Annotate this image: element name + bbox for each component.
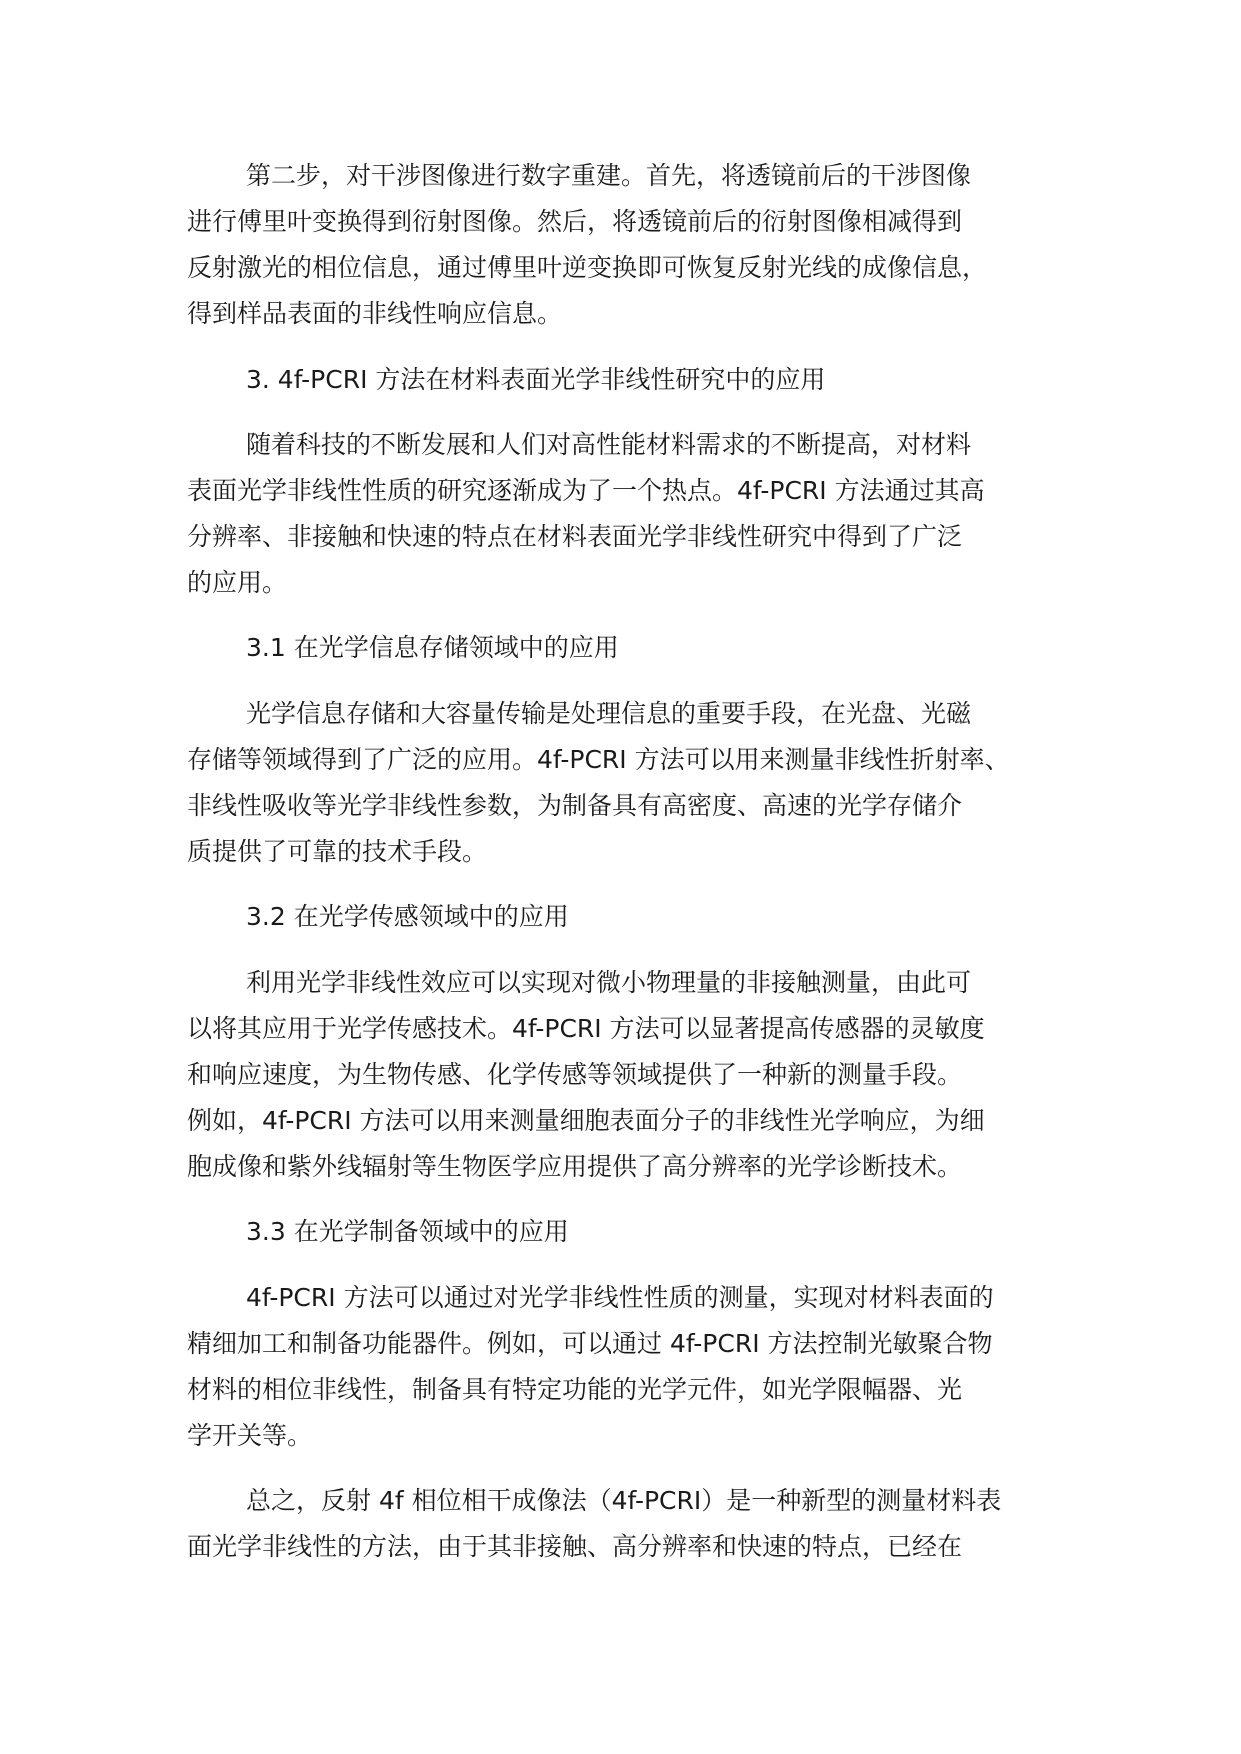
- paragraph-3-2-line-4: 例如，4f-PCRI 方法可以用来测量细胞表面分子的非线性光学响应，为细: [187, 1106, 985, 1135]
- paragraph-3-3-line-3: 材料的相位非线性，制备具有特定功能的光学元件，如光学限幅器、光: [187, 1375, 963, 1404]
- section-3-heading: 3. 4f-PCRI 方法在材料表面光学非线性研究中的应用: [246, 365, 826, 394]
- paragraph-3-2-line-3: 和响应速度，为生物传感、化学传感等领域提供了一种新的测量手段。: [187, 1060, 963, 1089]
- paragraph-3-3-line-1: 4f-PCRI 方法可以通过对光学非线性性质的测量，实现对材料表面的: [246, 1283, 994, 1312]
- paragraph-intro-line-4: 的应用。: [187, 568, 288, 597]
- section-3-3-heading: 3.3 在光学制备领域中的应用: [246, 1217, 569, 1246]
- paragraph-3-3-line-4: 学开关等。: [187, 1421, 313, 1450]
- paragraph-3-2-line-2: 以将其应用于光学传感技术。4f-PCRI 方法可以显著提高传感器的灵敏度: [187, 1014, 985, 1043]
- paragraph-3-3-line-2: 精细加工和制备功能器件。例如，可以通过 4f-PCRI 方法控制光敏聚合物: [187, 1329, 993, 1358]
- paragraph-3-1-line-3: 非线性吸收等光学非线性参数，为制备具有高密度、高速的光学存储介: [187, 791, 963, 820]
- paragraph-3-1-line-4: 质提供了可靠的技术手段。: [187, 837, 488, 866]
- paragraph-step2-line-3: 反射激光的相位信息，通过傅里叶逆变换即可恢复反射光线的成像信息，: [187, 253, 988, 282]
- paragraph-3-2-line-5: 胞成像和紫外线辐射等生物医学应用提供了高分辨率的光学诊断技术。: [187, 1152, 963, 1181]
- paragraph-step2-line-1: 第二步，对干涉图像进行数字重建。首先，将透镜前后的干涉图像: [246, 161, 972, 190]
- paragraph-intro-line-1: 随着科技的不断发展和人们对高性能材料需求的不断提高，对材料: [246, 430, 972, 459]
- paragraph-3-2-line-1: 利用光学非线性效应可以实现对微小物理量的非接触测量，由此可: [246, 968, 972, 997]
- paragraph-intro-line-2: 表面光学非线性性质的研究逐渐成为了一个热点。4f-PCRI 方法通过其高: [187, 476, 985, 505]
- paragraph-intro-line-3: 分辨率、非接触和快速的特点在材料表面光学非线性研究中得到了广泛: [187, 522, 963, 551]
- paragraph-3-1-line-2: 存储等领域得到了广泛的应用。4f-PCRI 方法可以用来测量非线性折射率、: [187, 745, 1010, 774]
- paragraph-step2-line-2: 进行傅里叶变换得到衍射图像。然后，将透镜前后的衍射图像相减得到: [187, 207, 963, 236]
- paragraph-step2-line-4: 得到样品表面的非线性响应信息。: [187, 299, 563, 328]
- paragraph-3-1-line-1: 光学信息存储和大容量传输是处理信息的重要手段，在光盘、光磁: [246, 699, 972, 728]
- section-3-2-heading: 3.2 在光学传感领域中的应用: [246, 902, 569, 931]
- paragraph-summary-line-1: 总之，反射 4f 相位相干成像法（4f-PCRI）是一种新型的测量材料表: [246, 1486, 1002, 1515]
- paragraph-summary-line-2: 面光学非线性的方法，由于其非接触、高分辨率和快速的特点，已经在: [187, 1532, 963, 1561]
- section-3-1-heading: 3.1 在光学信息存储领域中的应用: [246, 633, 619, 662]
